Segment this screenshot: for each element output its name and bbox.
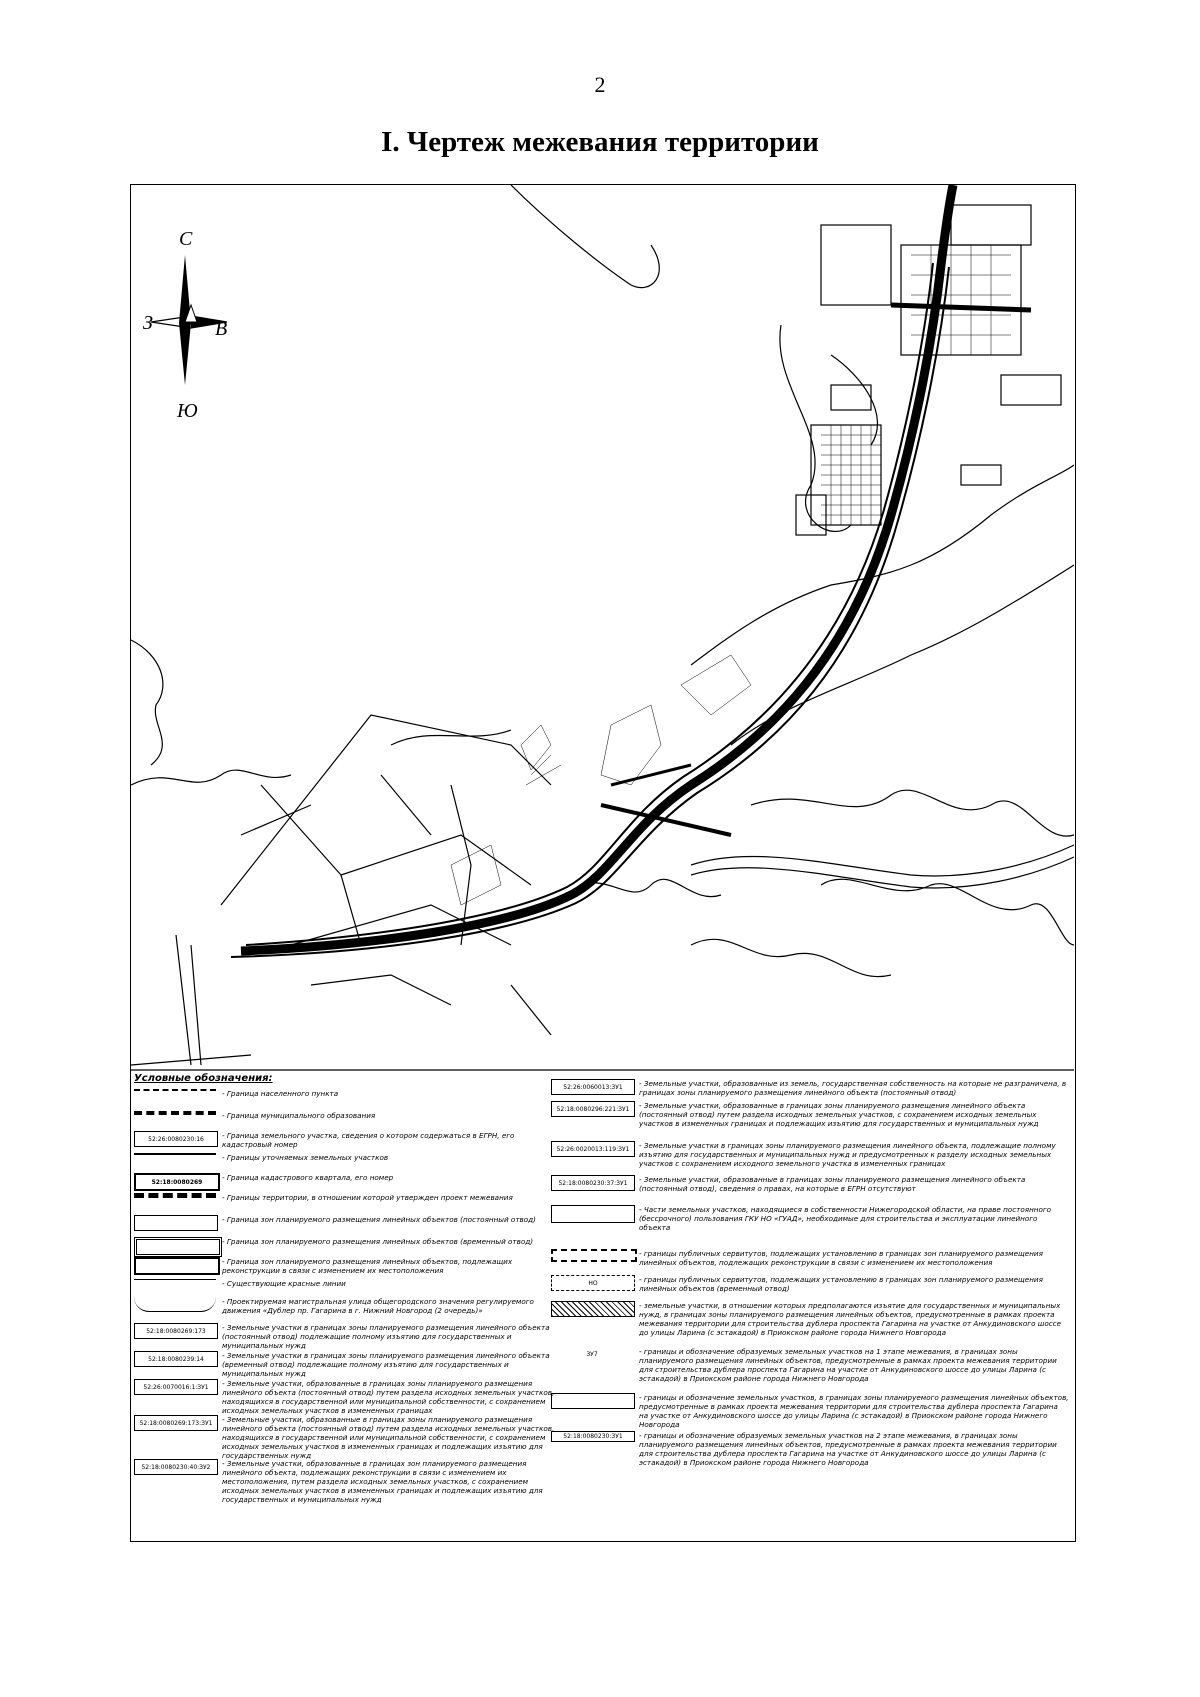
legend-symbol: [134, 1279, 216, 1280]
water-outline: [691, 939, 891, 976]
legend-symbol: 52:18:0080269:173:ЗУ1: [134, 1415, 218, 1431]
legend-text: - Земельные участки, образованные в границах зоны планируемого размещения линейного объекта (постоянный отвод) путем раздела исходных земельных участков, находящихся в государственной или муниципальной собственности, с сохранением исходных земельных участков в измененных границах: [222, 1379, 555, 1415]
legend-text: - Существующие красные линии: [222, 1279, 346, 1288]
legend-text: - Границы уточняемых земельных участков: [222, 1153, 389, 1162]
compass-west-label: З: [143, 312, 153, 334]
city-block: [961, 465, 1001, 485]
water-outline: [731, 565, 1074, 745]
compass-east-label: В: [215, 318, 228, 340]
legend-symbol: ЗУ7: [586, 1350, 598, 1358]
legend-symbol: 52:18:0080230:40:ЗУ2: [134, 1459, 218, 1475]
city-block: [1001, 375, 1061, 405]
road: [241, 805, 311, 835]
legend-text: - границы и обозначение образуемых земельных участков на 2 этапе межевания, в границах зоны планируемого размещения линейных объектов, предусмотренные в рамках проекта межевания территории для строительства дублера проспекта Гагарина на участке от Анкудиновского шоссе до улицы Ларина (с эстакадой) в Приокском районе города Нижнего Новгорода: [639, 1431, 1057, 1467]
legend-text: - Граница земельного участка, сведения о котором содержаться в ЕГРН, его кадастровый номер: [222, 1131, 515, 1149]
legend-text: - земельные участки, в отношении которых предполагаются изъятие для государственных и муниципальных нужд, в границах зоны планируемого размещения линейных объектов, предусмотренные в рамках проекта межевания территории для строительства дублера проспекта Гагарина на участке от Анкудиновского шоссе до улицы Ларина (с эстакадой) в Приокском районе города Нижнего Новгорода: [639, 1301, 1062, 1337]
water-outline: [780, 325, 851, 531]
legend-text: - Части земельных участков, находящиеся в собственности Нижегородской области, на праве постоянного (бессрочного) пользования ГКУ НО «ГУАД», необходимые для строительства и эксплуатации линейного объекта: [639, 1205, 1052, 1232]
legend-symbol: [551, 1393, 635, 1409]
water-outline: [691, 465, 1074, 665]
water-outline: [581, 879, 721, 896]
road: [176, 935, 191, 1065]
legend-text: - Земельные участки в границах зоны планируемого размещения линейного объекта, подлежащие полному изъятию для государственных и муниципальных нужд и предусмотренных к разделу исходных земельных участков с сохранением исходного земельного участка в измененных границах: [639, 1141, 1056, 1168]
legend-text: - Граница кадастрового квартала, его номер: [222, 1173, 394, 1182]
road: [691, 845, 1074, 876]
legend-symbol: 52:26:0060013:ЗУ1: [551, 1079, 635, 1095]
legend-symbol: [134, 1089, 216, 1091]
road: [341, 835, 531, 885]
legend-symbol: 52:18:0080269:173: [134, 1323, 218, 1339]
city-block: [951, 205, 1031, 245]
legend-symbol: [551, 1301, 635, 1317]
legend-symbol: 52:26:0080230:16: [134, 1131, 218, 1147]
city-block: [821, 225, 891, 305]
road: [511, 985, 551, 1035]
legend-symbol: [134, 1257, 220, 1275]
road: [221, 715, 551, 905]
page-number: 2: [594, 72, 606, 97]
legend-symbol: 52:26:0020013:119:ЗУ1: [551, 1141, 635, 1157]
legend-symbol: [134, 1193, 216, 1198]
legend: [131, 1071, 1074, 1541]
legend-text: - Земельные участки в границах зоны планируемого размещения линейного объекта (постоянный отвод) подлежащие полному изъятию для государственных и муниципальных нужд: [222, 1323, 550, 1350]
main-road-corridor: [231, 185, 1031, 957]
legend-text: - Земельные участки, образованные из земель, государственная собственность на которые не разграничена, в границах зоны планируемого размещения линейного объекта (постоянный отвод): [639, 1079, 1067, 1097]
water-outline: [511, 185, 659, 288]
legend-text: - границы и обозначение образуемых земельных участков на 1 этапе межевания, в границах зоны планируемого размещения линейных объектов, предусмотренные в рамках проекта межевания территории для строительства дублера проспекта Гагарина на участке от Анкудиновского шоссе до улицы Ларина (с эстакадой) в Приокском районе города Нижнего Новгорода: [639, 1347, 1057, 1383]
water-outline: [131, 640, 163, 765]
legend-text: - Граница муниципального образования: [222, 1111, 376, 1120]
legend-symbol: 52:18:0080230:37:ЗУ1: [551, 1175, 635, 1191]
legend-symbol: [134, 1153, 216, 1155]
legend-symbol: [134, 1297, 216, 1312]
legend-text: - Земельные участки в границах зоны планируемого размещения линейного объекта (временный отвод) подлежащие полному изъятию для государственных и муниципальных нужд: [222, 1351, 550, 1378]
legend-text: - границы и обозначение земельных участков, в границах зоны планируемого размещения линейных объектов, предусмотренные в рамках проекта межевания территории для строительства дублера проспекта Гагарина на участке от Анкудиновского шоссе до улицы Ларина (с эстакадой) в Приокском районе города Нижнего Новгорода: [639, 1393, 1069, 1429]
legend-symbol: [134, 1237, 222, 1257]
road: [191, 945, 201, 1065]
legend-symbol: 52:18:0080269: [134, 1173, 220, 1191]
water-outline: [131, 770, 291, 785]
legend-text: - Граница населенного пункта: [222, 1089, 339, 1098]
road: [691, 857, 1074, 888]
legend-symbol: НО: [551, 1275, 635, 1291]
legend-text: - Границы территории, в отношении которой утвержден проект межевания: [222, 1193, 513, 1202]
road: [311, 975, 451, 1005]
legend-text: - Граница зон планируемого размещения линейных объектов (постоянный отвод): [222, 1215, 536, 1224]
legend-text: - границы публичных сервитутов, подлежащих установлению в границах зон планируемого размещения линейных объектов (временный отвод): [639, 1275, 1043, 1293]
legend-symbol: 52:18:0080296:221:ЗУ1: [551, 1101, 635, 1117]
legend-text: - Проектируемая магистральная улица общегородского значения регулируемого движения «Дублер пр. Гагарина в г. Нижний Новгород (2 очередь)»: [222, 1297, 534, 1315]
compass-south-label: Ю: [177, 400, 198, 422]
legend-text: - Земельные участки, образованные в границах зоны планируемого размещения линейного объекта (постоянный отвод) путем раздела исходных земельных участков, с сохранением исходных земельных участков в измененных границах и подлежащих изъятию для государственных и муниципальных нужд: [639, 1101, 1039, 1128]
legend-title: Условные обозначения:: [134, 1073, 273, 1084]
page-title: I. Чертеж межевания территории: [381, 126, 819, 158]
legend-symbol: 52:18:0080230:ЗУ1: [551, 1431, 635, 1442]
legend-symbol: 52:26:0070016:1:ЗУ1: [134, 1379, 218, 1395]
legend-text: - Земельные участки, образованные в границах зон планируемого размещения линейного объекта, подлежащих реконструкции в связи с изменением их местоположения, путем раздела исходных земельных участков, с сохранением исходных земельных участков в измененных границах и подлежащих изъятию для государственных и муниципальных нужд: [222, 1459, 543, 1504]
legend-symbol: [134, 1215, 218, 1231]
legend-text: - Граница зон планируемого размещения линейных объектов, подлежащих реконструкции в связи с изменением их местоположения: [222, 1257, 513, 1275]
compass-north-label: С: [179, 228, 193, 250]
city-block: [901, 245, 1021, 355]
road: [381, 775, 431, 835]
road: [261, 785, 361, 945]
survey-map: [131, 185, 1074, 1071]
legend-text: - Земельные участки, образованные в границах зоны планируемого размещения линейного объекта (постоянный отвод) путем раздела исходных земельных участков, находящихся в государственной или муниципальной собственности, с сохранением исходных земельных участков в измененных границах и подлежащих изъятию для государственных нужд: [222, 1415, 555, 1460]
compass-rose: [143, 228, 227, 422]
legend-symbol: [551, 1205, 635, 1223]
drawing-frame: [130, 184, 1076, 1542]
legend-text: - Земельные участки, образованные в границах зоны планируемого размещения линейного объекта (постоянный отвод), сведения о правах, на которые в ЕГРН отсутствуют: [639, 1175, 1026, 1193]
water-outline: [751, 790, 1074, 836]
water-outline: [821, 879, 1074, 945]
legend-symbol: 52:18:0080239:14: [134, 1351, 218, 1367]
legend-symbol: [134, 1111, 216, 1115]
legend-symbol: [551, 1249, 637, 1262]
legend-text: - Граница зон планируемого размещения линейных объектов (временный отвод): [222, 1237, 534, 1246]
legend-text: - границы публичных сервитутов, подлежащих установлению в границах зон планируемого размещения линейных объектов, подлежащих реконструкции в связи с изменением их местоположения: [639, 1249, 1043, 1267]
